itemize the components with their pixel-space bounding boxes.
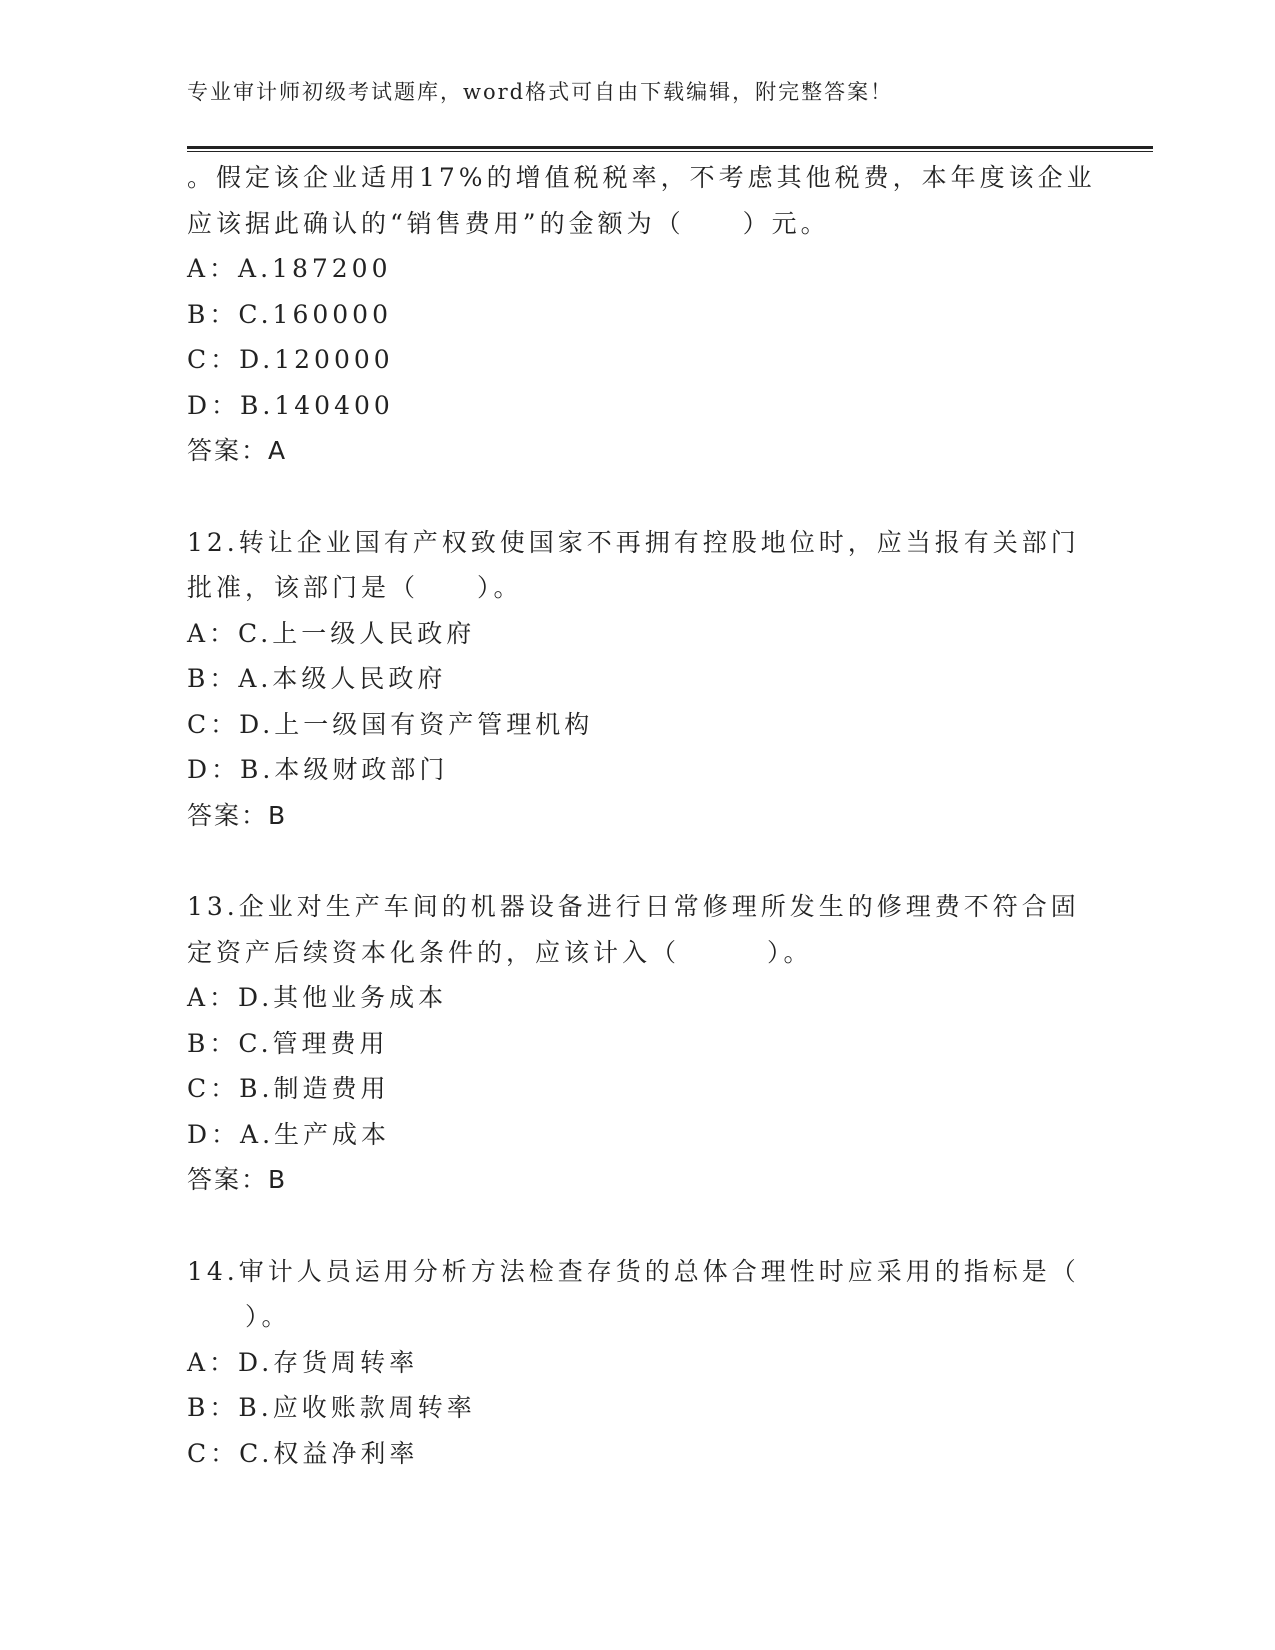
option-b: B：B.应收账款周转率	[187, 1393, 476, 1422]
answer: 答案：B	[187, 800, 288, 830]
option-a: A：C.上一级人民政府	[187, 618, 476, 648]
header-rule-thick	[187, 146, 1153, 149]
option-a: A：D.存货周转率	[187, 1347, 419, 1377]
question-text-line: 应该据此确认的“销售费用”的金额为（ ）元。	[187, 208, 830, 238]
option-a: A：D.其他业务成本	[187, 983, 448, 1012]
option-b: B：C.管理费用	[187, 1028, 389, 1058]
option-c: C：B.制造费用	[187, 1074, 390, 1103]
question-11	[187, 155, 1096, 474]
option-d: D：B.140400	[187, 390, 394, 420]
option-b: B：C.160000	[187, 299, 392, 329]
question-list	[187, 155, 1096, 1476]
question-14	[187, 1249, 1087, 1477]
answer: 答案：B	[187, 1165, 288, 1194]
question-text-line: ）。	[187, 1302, 291, 1331]
header-rule-thin	[187, 151, 1153, 152]
question-13	[187, 884, 1087, 1203]
option-c: C：D.上一级国有资产管理机构	[187, 709, 594, 739]
answer: 答案：A	[187, 436, 288, 465]
question-text-line: 。假定该企业适用17%的增值税税率，不考虑其他税费，本年度该企业	[187, 163, 1096, 192]
option-d: D：A.生产成本	[187, 1119, 391, 1149]
question-12	[187, 520, 1087, 839]
question-text-line: 定资产后续资本化条件的，应该计入（ ）。	[187, 937, 813, 967]
option-b: B：A.本级人民政府	[187, 664, 447, 693]
question-text-line: 14.审计人员运用分析方法检查存货的总体合理性时应采用的指标是（	[187, 1256, 1080, 1286]
question-text-line: 批准，该部门是（ ）。	[187, 573, 523, 602]
page-header: 专业审计师初级考试题库，word格式可自由下载编辑，附完整答案！	[187, 80, 894, 104]
option-d: D：B.本级财政部门	[187, 755, 449, 784]
option-c: C：C.权益净利率	[187, 1438, 419, 1468]
option-c: C：D.120000	[187, 345, 394, 374]
option-a: A：A.187200	[187, 254, 392, 283]
question-text-line: 12.转让企业国有产权致使国家不再拥有控股地位时，应当报有关部门	[187, 527, 1080, 557]
question-text-line: 13.企业对生产车间的机器设备进行日常修理所发生的修理费不符合固	[187, 892, 1080, 921]
